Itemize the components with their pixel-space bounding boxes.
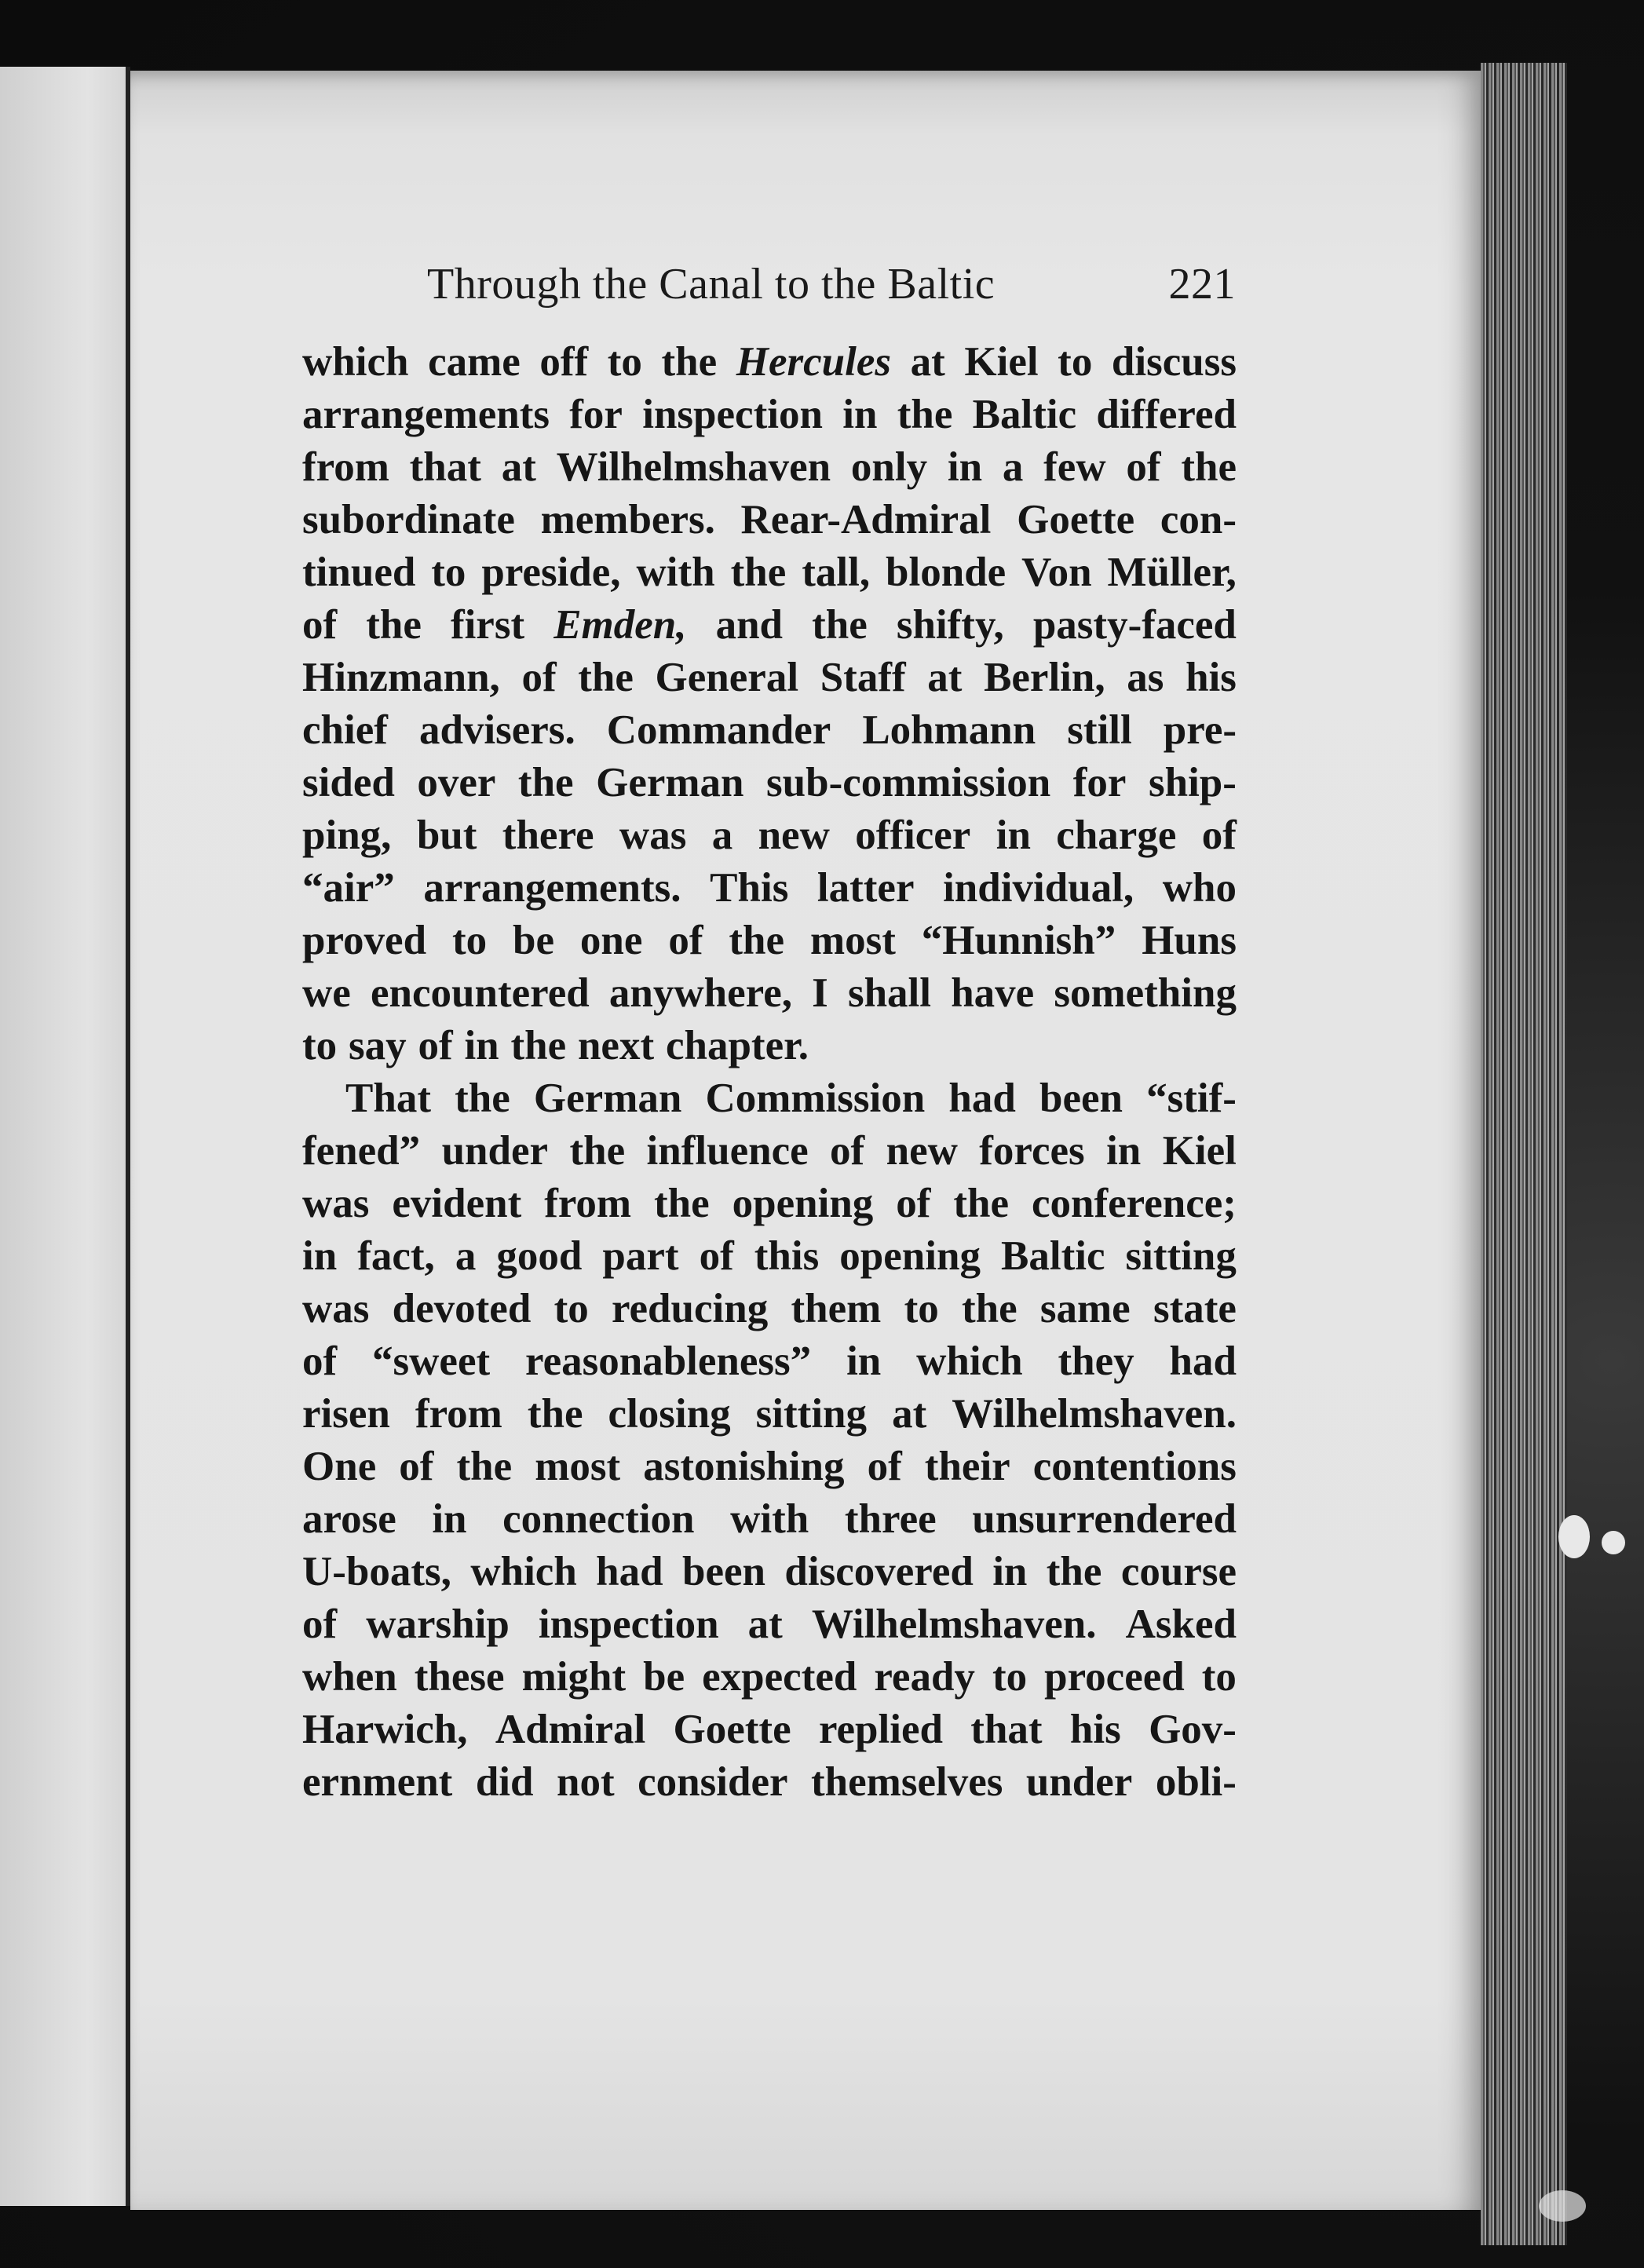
word: blonde	[886, 550, 1006, 595]
word: discovered	[784, 1549, 974, 1594]
word: a	[455, 1233, 477, 1279]
text-line	[302, 1598, 1237, 1651]
word: expected	[702, 1654, 857, 1700]
text-line	[302, 1756, 1237, 1809]
word: in	[992, 1549, 1028, 1594]
word: most	[535, 1444, 621, 1489]
word: advisers.	[418, 707, 575, 753]
word: of	[896, 1181, 931, 1226]
word: of	[418, 1023, 453, 1068]
word: the	[812, 602, 868, 648]
word: at	[910, 339, 945, 385]
word: Commander	[606, 707, 831, 753]
word: most	[809, 918, 896, 963]
word: new	[886, 1128, 958, 1174]
word: the	[578, 655, 634, 700]
word: off	[539, 339, 589, 385]
word: Berlin,	[984, 655, 1105, 700]
word: evident	[392, 1181, 522, 1226]
book-page-edges	[1481, 63, 1567, 2245]
word: shifty,	[896, 602, 1004, 648]
text-line	[302, 757, 1237, 809]
text-line	[302, 1493, 1237, 1546]
word: That	[345, 1076, 431, 1121]
word: German	[533, 1076, 682, 1121]
word: This	[710, 865, 789, 911]
text-line	[302, 1388, 1237, 1441]
word: a	[1002, 444, 1024, 490]
word: in	[1106, 1128, 1142, 1174]
word: proved	[302, 918, 427, 963]
word: over	[417, 760, 496, 805]
word: influence	[646, 1128, 809, 1174]
word: new	[758, 813, 830, 858]
word: officer	[855, 813, 971, 858]
text-line	[302, 1651, 1237, 1704]
word: in	[846, 1339, 882, 1384]
word: reasonableness”	[525, 1339, 812, 1384]
word: at	[747, 1601, 783, 1647]
word: fened”	[302, 1128, 421, 1174]
word: of	[1126, 444, 1161, 490]
word: latter	[817, 865, 915, 911]
text-line	[302, 1335, 1237, 1388]
word: when	[302, 1654, 397, 1700]
word: from	[302, 444, 389, 490]
word: Goette	[673, 1707, 791, 1752]
text-line	[302, 599, 1237, 652]
word: con-	[1160, 497, 1237, 542]
word: I	[812, 970, 828, 1016]
word: Kiel	[964, 339, 1039, 385]
word: Lohmann	[862, 707, 1036, 753]
text-line	[302, 1546, 1237, 1598]
word: consider	[638, 1759, 788, 1805]
word: to	[1058, 339, 1093, 385]
word: of	[302, 602, 338, 648]
word: under	[441, 1128, 549, 1174]
word: something	[1054, 970, 1237, 1016]
word: of	[1201, 813, 1237, 858]
word: in	[432, 1496, 467, 1542]
word: warship	[366, 1601, 510, 1647]
word: the	[729, 918, 785, 963]
word: came	[428, 339, 521, 385]
word: Von	[1021, 550, 1092, 595]
word: that	[970, 1707, 1043, 1752]
word: the	[961, 1286, 1017, 1331]
word: the	[953, 1181, 1010, 1226]
word: the	[897, 392, 953, 437]
word: the	[366, 602, 422, 648]
word: not	[557, 1759, 615, 1805]
word: sitting	[755, 1391, 868, 1437]
left-page-edge	[0, 67, 130, 2206]
word: good	[496, 1233, 583, 1279]
scan-speck	[1558, 1515, 1590, 1558]
word: General	[655, 655, 799, 700]
word: risen	[302, 1391, 390, 1437]
word: was	[302, 1286, 370, 1331]
word: of	[830, 1128, 865, 1174]
word: to	[904, 1286, 939, 1331]
word: as	[1127, 655, 1164, 700]
word: Müller,	[1107, 550, 1237, 595]
word: Baltic	[972, 392, 1077, 437]
word: his	[1069, 1707, 1121, 1752]
word: U-boats,	[302, 1549, 451, 1594]
text-line	[302, 1072, 1237, 1125]
text-line	[302, 862, 1237, 915]
word: to	[992, 1654, 1028, 1700]
word: the	[654, 1181, 710, 1226]
word: of	[668, 918, 703, 963]
word: might	[521, 1654, 627, 1700]
word: ship-	[1148, 760, 1237, 805]
word: his	[1186, 655, 1237, 700]
word: for	[1072, 760, 1127, 805]
word: to	[451, 918, 488, 963]
word: to	[553, 1286, 589, 1331]
word: shall	[847, 970, 932, 1016]
word: that	[409, 444, 481, 490]
word: of	[521, 655, 557, 700]
word: Rear-Admiral	[740, 497, 992, 542]
word: part	[602, 1233, 679, 1279]
page-number: 221	[1168, 260, 1236, 309]
word: Wilhelmshaven.	[952, 1391, 1237, 1437]
running-head-title: Through the Canal to the Baltic	[427, 260, 996, 309]
word: of	[699, 1233, 734, 1279]
word: anywhere,	[608, 970, 792, 1016]
word: Kiel	[1162, 1128, 1237, 1174]
word: them	[791, 1286, 882, 1331]
word: from	[415, 1391, 502, 1437]
word: Goette	[1017, 497, 1135, 542]
word: of	[867, 1444, 902, 1489]
word: sub-commission	[766, 760, 1051, 805]
word: arrangements	[302, 392, 550, 437]
text-line	[302, 494, 1237, 546]
word: pasty-faced	[1032, 602, 1237, 648]
word: Emden,	[553, 602, 687, 648]
word: reducing	[611, 1286, 769, 1331]
word: for	[569, 392, 623, 437]
text-line	[302, 1230, 1237, 1283]
word: “stif-	[1146, 1076, 1237, 1121]
word: inspection	[538, 1601, 719, 1647]
word: Asked	[1125, 1601, 1237, 1647]
word: differed	[1096, 392, 1237, 437]
word: contentions	[1032, 1444, 1237, 1489]
word: been	[682, 1549, 765, 1594]
word: encountered	[370, 970, 590, 1016]
word: the	[569, 1128, 626, 1174]
word: in	[302, 1233, 338, 1279]
word: at	[927, 655, 963, 700]
word: the	[455, 1076, 510, 1121]
text-line	[302, 704, 1237, 757]
word: their	[924, 1444, 1010, 1489]
word: Hinzmann,	[302, 655, 500, 700]
word: of	[399, 1444, 434, 1489]
word: Harwich,	[302, 1707, 468, 1752]
word: same	[1039, 1286, 1131, 1331]
word: there	[502, 813, 594, 858]
word: say	[348, 1023, 407, 1068]
word: ping,	[302, 813, 392, 858]
word: which	[916, 1339, 1023, 1384]
word: had	[1169, 1339, 1237, 1384]
word: next	[577, 1023, 655, 1068]
word: had	[948, 1076, 1016, 1121]
word: the	[456, 1444, 513, 1489]
word: be	[643, 1654, 685, 1700]
word: in	[947, 444, 983, 490]
word: unsurrendered	[972, 1496, 1237, 1542]
word: conference;	[1031, 1181, 1237, 1226]
word: which	[302, 339, 409, 385]
word: discuss	[1111, 339, 1237, 385]
text-line	[302, 1441, 1237, 1493]
word: we	[302, 970, 351, 1016]
text-line	[302, 1704, 1237, 1756]
text-line	[302, 1125, 1237, 1178]
word: was	[302, 1181, 370, 1226]
word: to	[302, 1023, 338, 1068]
word: Hercules	[736, 339, 892, 385]
text-line	[302, 967, 1237, 1020]
word: obli-	[1155, 1759, 1237, 1805]
word: at	[501, 444, 536, 490]
scan-speck	[1602, 1531, 1625, 1554]
word: Staff	[820, 655, 906, 700]
word: sided	[302, 760, 395, 805]
word: in	[464, 1023, 499, 1068]
word: closing	[608, 1391, 731, 1437]
word: to	[1201, 1654, 1237, 1700]
word: ready	[874, 1654, 975, 1700]
word: chief	[302, 707, 388, 753]
word: in	[842, 392, 878, 437]
word: charge	[1056, 813, 1177, 858]
word: the	[1181, 444, 1237, 490]
text-line	[302, 546, 1237, 599]
word: one	[579, 918, 643, 963]
word: opening	[839, 1233, 981, 1279]
word: was	[619, 813, 687, 858]
word: tinued	[302, 550, 416, 595]
word: Commission	[705, 1076, 926, 1121]
word: devoted	[392, 1286, 532, 1331]
word: inspection	[642, 392, 823, 437]
word: chapter.	[665, 1023, 809, 1068]
word: with	[636, 550, 715, 595]
text-line	[302, 389, 1237, 441]
word: members.	[540, 497, 715, 542]
word: with	[730, 1496, 809, 1542]
scan-speck	[1539, 2190, 1586, 2222]
word: proceed	[1044, 1654, 1185, 1700]
word: have	[951, 970, 1035, 1016]
text-line	[302, 336, 1237, 389]
word: sitting	[1125, 1233, 1237, 1279]
word: Gov-	[1149, 1707, 1237, 1752]
word: German	[596, 760, 744, 805]
word: individual,	[943, 865, 1134, 911]
text-line	[302, 809, 1237, 862]
word: in	[996, 813, 1031, 858]
word: “Hunnish”	[921, 918, 1116, 963]
word: three	[844, 1496, 937, 1542]
word: arrangements.	[423, 865, 681, 911]
word: “air”	[302, 865, 395, 911]
word: preside,	[481, 550, 621, 595]
word: they	[1058, 1339, 1134, 1384]
word: but	[416, 813, 477, 858]
word: ernment	[302, 1759, 453, 1805]
word: who	[1162, 865, 1237, 911]
word: One	[302, 1444, 377, 1489]
word: fact,	[357, 1233, 435, 1279]
word: did	[475, 1759, 534, 1805]
word: first	[450, 602, 525, 648]
word: and	[715, 602, 784, 648]
word: Wilhelmshaven	[556, 444, 831, 490]
word: to	[431, 550, 466, 595]
word: these	[414, 1654, 505, 1700]
text-line	[302, 652, 1237, 704]
word: be	[513, 918, 555, 963]
word: astonishing	[643, 1444, 845, 1489]
word: state	[1153, 1286, 1237, 1331]
word: the	[510, 1023, 567, 1068]
text-line	[302, 1283, 1237, 1335]
word: this	[754, 1233, 820, 1279]
body-text	[302, 336, 1237, 1809]
word: “sweet	[372, 1339, 491, 1384]
word: arose	[302, 1496, 396, 1542]
word: the	[730, 550, 787, 595]
word: tall,	[802, 550, 871, 595]
word: the	[1046, 1549, 1102, 1594]
word: of	[302, 1339, 338, 1384]
word: Baltic	[1001, 1233, 1105, 1279]
word: forces	[979, 1128, 1085, 1174]
word: still	[1067, 707, 1132, 753]
text-line	[302, 1020, 1237, 1072]
word: Admiral	[495, 1707, 646, 1752]
word: subordinate	[302, 497, 515, 542]
word: the	[517, 760, 574, 805]
word: course	[1120, 1549, 1237, 1594]
text-line	[302, 915, 1237, 967]
word: pre-	[1163, 707, 1237, 753]
word: of	[302, 1601, 338, 1647]
word: Huns	[1142, 918, 1237, 963]
word: under	[1025, 1759, 1133, 1805]
word: themselves	[811, 1759, 1003, 1805]
word: only	[850, 444, 928, 490]
word: at	[892, 1391, 927, 1437]
word: replied	[818, 1707, 943, 1752]
running-head	[427, 259, 1236, 309]
word: the	[661, 339, 718, 385]
word: connection	[502, 1496, 695, 1542]
word: been	[1039, 1076, 1123, 1121]
word: few	[1043, 444, 1106, 490]
word: from	[544, 1181, 632, 1226]
word: Wilhelmshaven.	[811, 1601, 1097, 1647]
word: opening	[732, 1181, 874, 1226]
word: which	[470, 1549, 577, 1594]
word: the	[527, 1391, 583, 1437]
word: had	[596, 1549, 663, 1594]
word: a	[711, 813, 733, 858]
text-line	[302, 1178, 1237, 1230]
word: to	[607, 339, 642, 385]
text-line	[302, 441, 1237, 494]
